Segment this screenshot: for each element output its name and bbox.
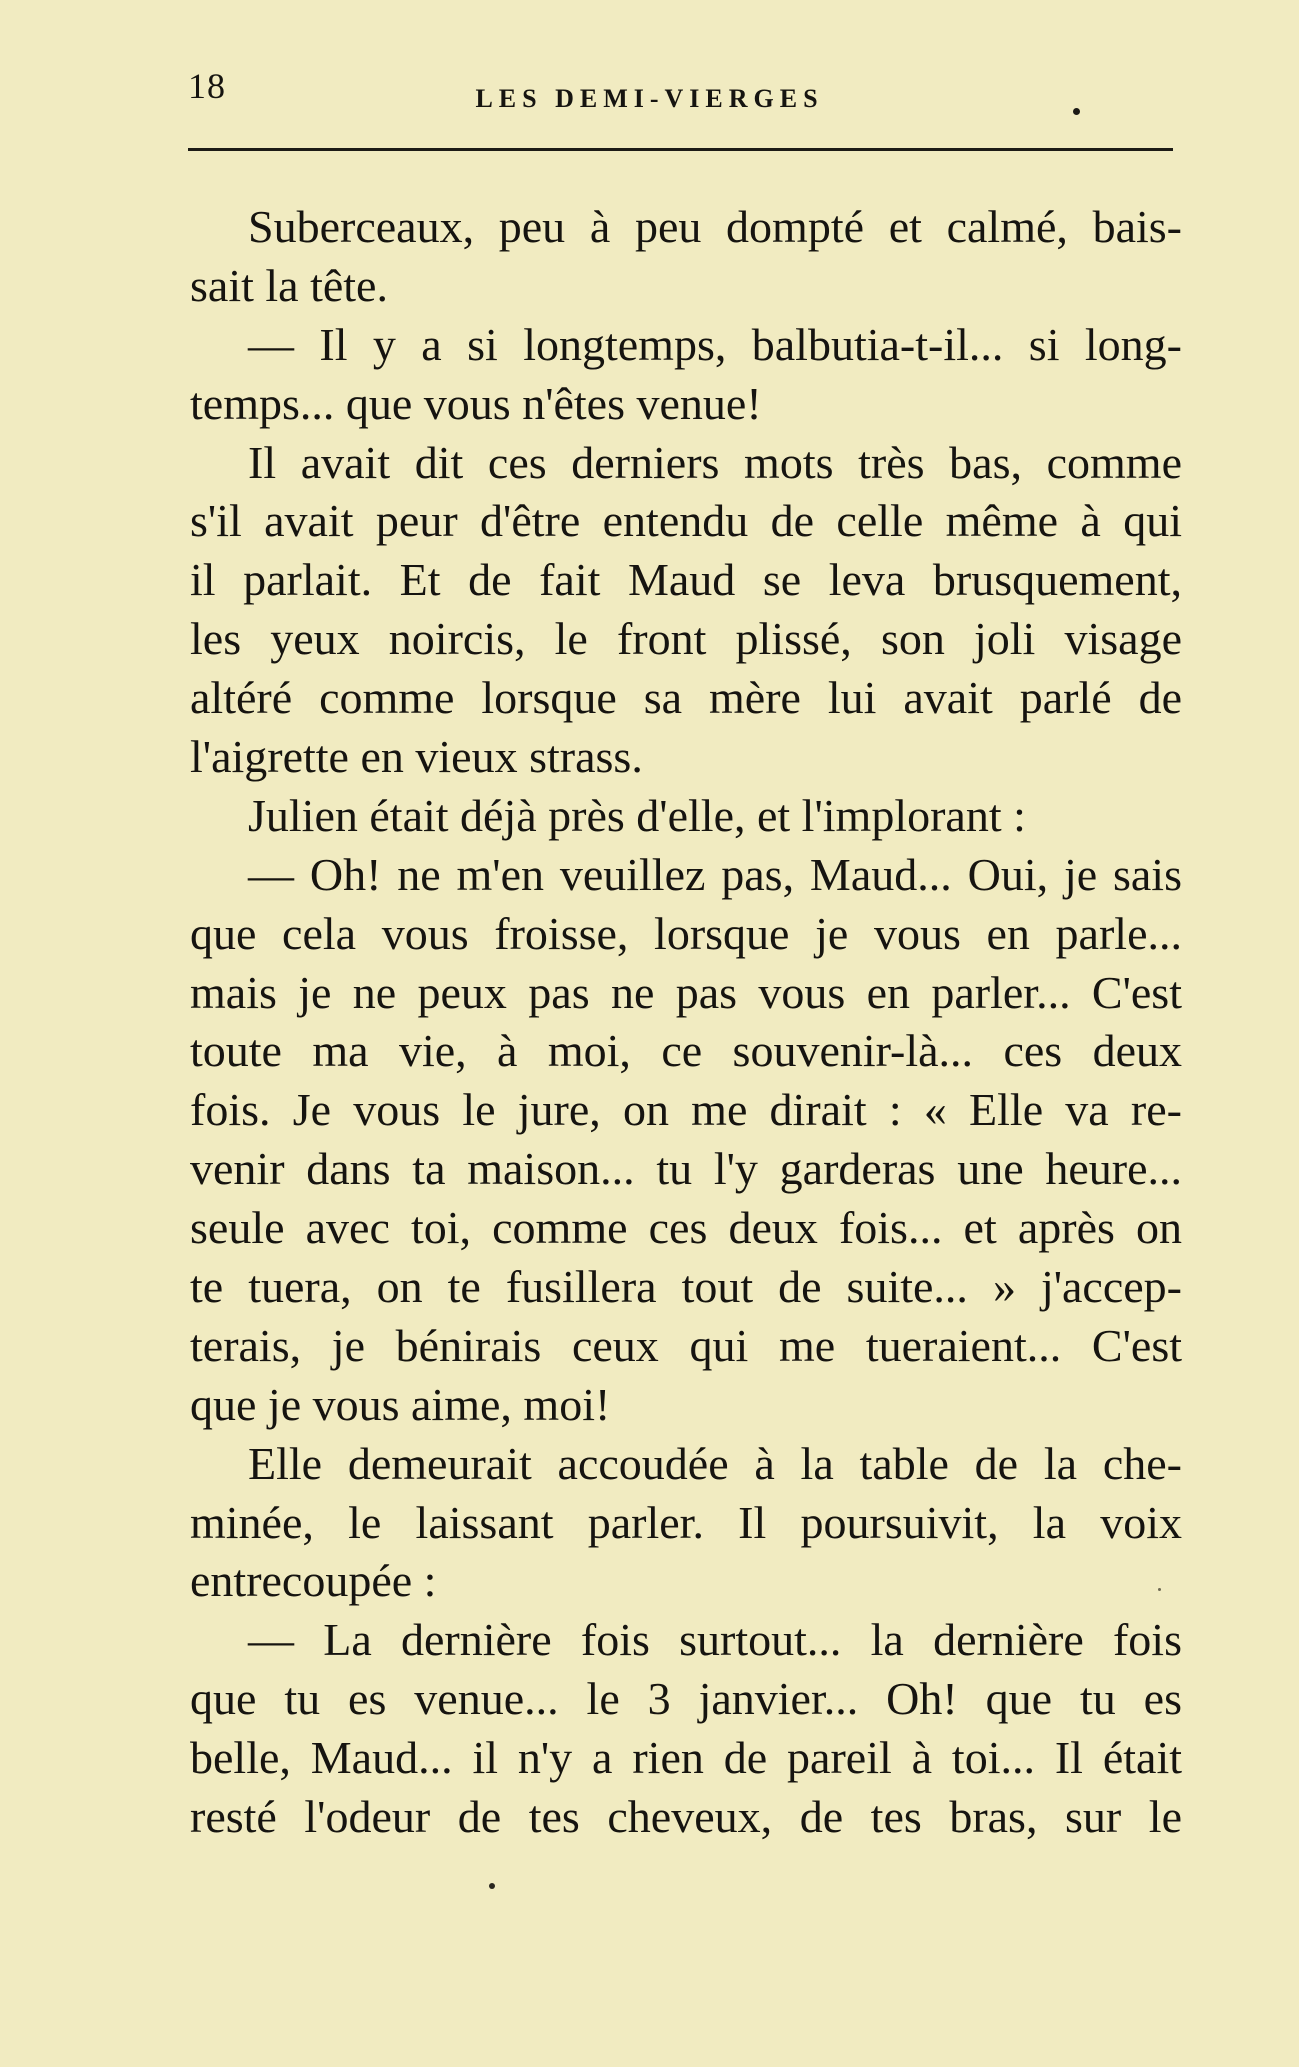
running-title: LES DEMI-VIERGES: [475, 84, 824, 113]
text-line: Il avait dit ces derniers mots très bas, comme: [248, 436, 1182, 488]
ink-speck: [489, 1883, 495, 1889]
text-line: sait la tête.: [190, 259, 388, 311]
text-line: que je vous aime, moi!: [190, 1378, 611, 1430]
text-line: resté l'odeur de tes cheveux, de tes bras, sur le: [190, 1791, 1182, 1843]
text-line: belle, Maud... il n'y a rien de pareil à toi... Il était: [190, 1732, 1182, 1784]
text-line: mais je ne peux pas ne pas vous en parler... C'est: [190, 966, 1182, 1018]
ink-speck: [1158, 1588, 1161, 1591]
header-ink-dot: [1073, 108, 1080, 115]
text-line: seule avec toi, comme ces deux fois... et après on: [190, 1202, 1182, 1254]
text-line: Julien était déjà près d'elle, et l'implorant :: [248, 789, 1026, 841]
text-line: s'il avait peur d'être entendu de celle même à qui: [190, 495, 1182, 547]
text-line: l'aigrette en vieux strass.: [190, 731, 643, 783]
text-line: — La dernière fois surtout... la dernière fois: [248, 1614, 1182, 1666]
text-line: fois. Je vous le jure, on me dirait : « Elle va re-: [190, 1084, 1182, 1136]
text-line: que tu es venue... le 3 janvier... Oh! que tu es: [190, 1673, 1182, 1725]
text-line: altéré comme lorsque sa mère lui avait parlé de: [190, 672, 1182, 724]
text-line: les yeux noircis, le front plissé, son joli visage: [190, 613, 1182, 665]
text-line: entrecoupée :: [190, 1555, 437, 1607]
text-line: il parlait. Et de fait Maud se leva brusquement,: [190, 554, 1182, 606]
text-line: te tuera, on te fusillera tout de suite... » j'accep-: [190, 1261, 1182, 1313]
body-text: [190, 198, 1182, 1847]
text-line: venir dans ta maison... tu l'y garderas une heure...: [190, 1143, 1182, 1195]
page-number: 18: [188, 66, 226, 106]
text-line: que cela vous froisse, lorsque je vous en parle...: [190, 907, 1182, 959]
text-line: terais, je bénirais ceux qui me tueraient... C'est: [190, 1319, 1182, 1371]
text-line: Suberceaux, peu à peu dompté et calmé, bais-: [248, 201, 1182, 252]
text-line: temps... que vous n'êtes venue!: [190, 377, 762, 429]
text-line: Elle demeurait accoudée à la table de la che-: [248, 1437, 1182, 1489]
text-line: toute ma vie, à moi, ce souvenir-là... ces deux: [190, 1025, 1182, 1077]
text-line: — Oh! ne m'en veuillez pas, Maud... Oui, je sais: [248, 848, 1182, 900]
text-line: minée, le laissant parler. Il poursuivit, la voix: [190, 1496, 1182, 1548]
text-line: — Il y a si longtemps, balbutia-t-il... si long-: [248, 318, 1182, 370]
header-rule: [188, 148, 1173, 151]
